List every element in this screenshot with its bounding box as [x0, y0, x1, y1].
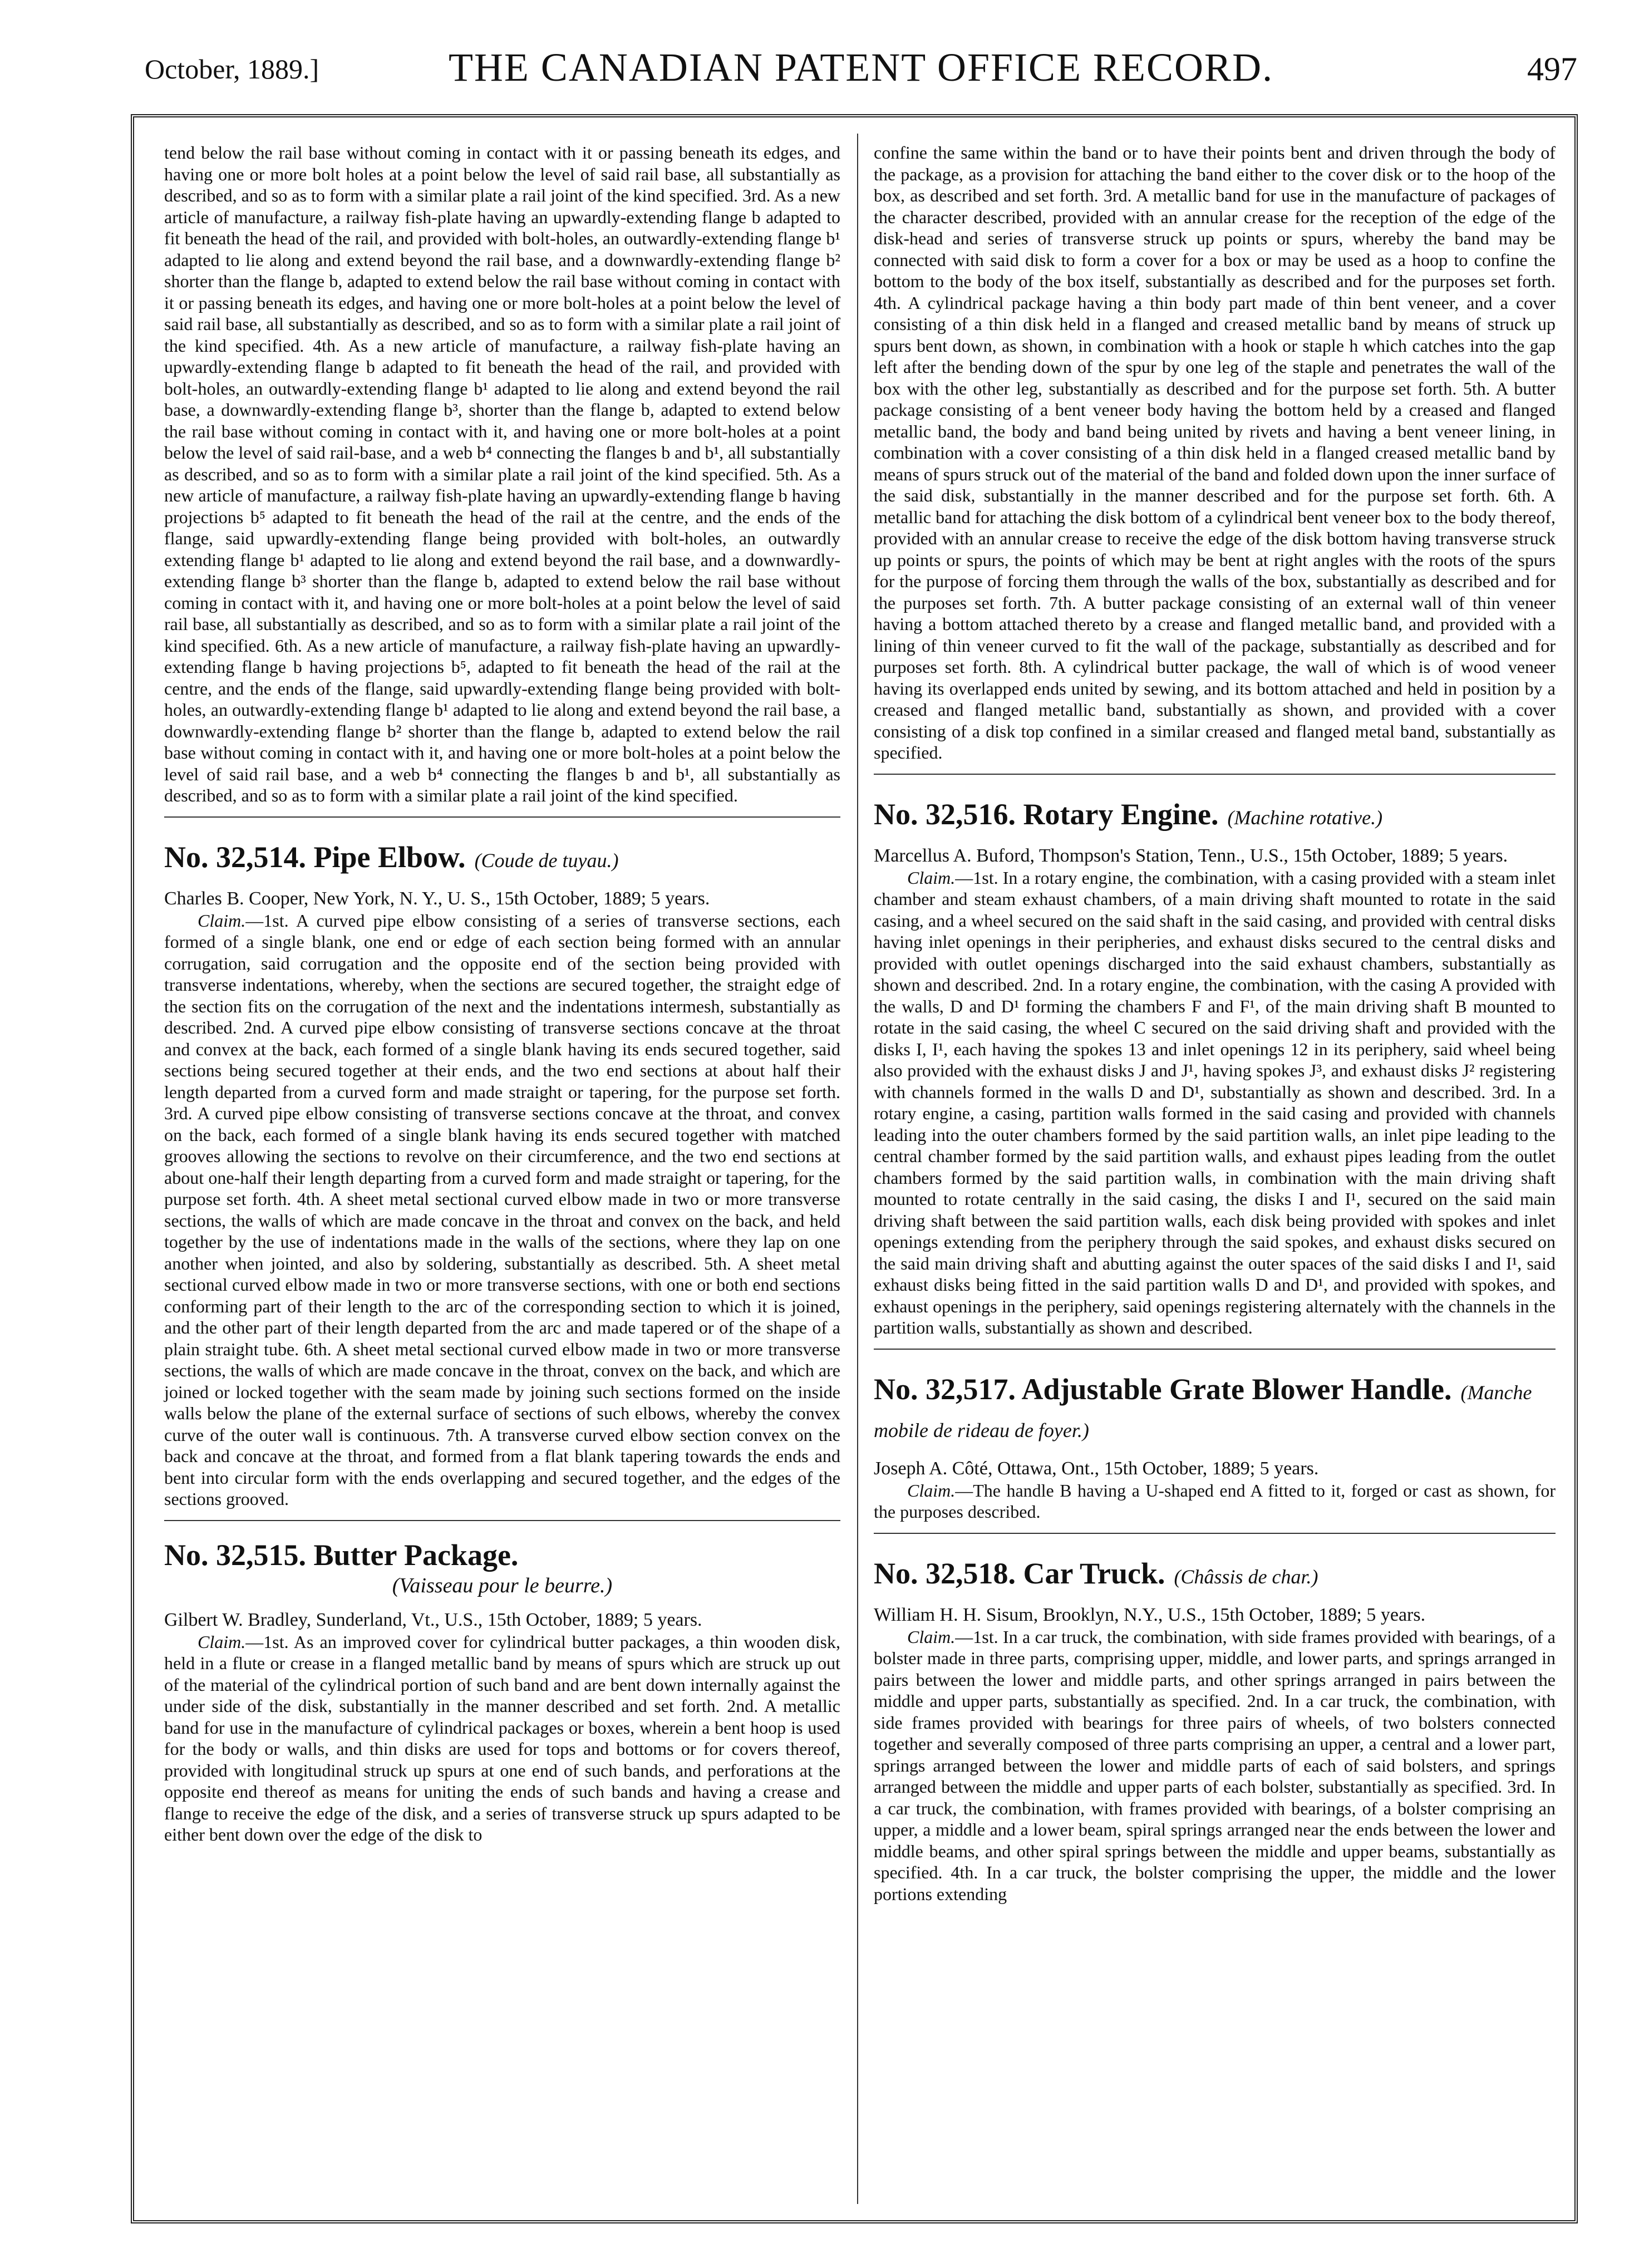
- claim-text: —1st. A curved pipe elbow consisting of a series of transverse sections, each formed of a single blank, one end or edge of each section being formed with an annular corrugation, said corrugation and the opposite end of the section being provided with transverse indentations, whereby, when the sections are secured together, the straight edge of the section fits on the corrugation of the next and the indentations intermesh, substantially as described. 2nd. A curved pipe elbow consisting of transverse sections concave at the throat and convex at the back, each formed of a single blank having its ends secured together, said sections being secured together at their ends, and the two end sections at about half their length departed from a curved form and made straight or tapering, for the purpose set forth. 3rd. A curved pipe elbow consisting of transverse sections concave at the throat, and convex on the back, each formed of a single blank having its ends secured together with matched grooves allowing the sections to revolve on their circumference, and the two end sections at about one-half their length departing from a curved form and made straight or tapering, for the purpose set forth. 4th. A sheet metal sectional curved elbow made in two or more transverse sections, the walls of which are made concave in the throat and convex on the back, and held together by the use of indentations made in the walls of the sections, where they lap on one another when jointed, and also by soldering, substantially as described. 5th. A sheet metal sectional curved elbow made in two or more transverse sections, with one or both end sections conforming part of their length to the arc of the corresponding section to which it is joined, and the other part of their length departed from the arc and made tapered or of the shape of a plain straight tube. 6th. A sheet metal sectional curved elbow made in two or more transverse sections, the walls of which are made concave in the throat, convex on the back, and which are joined or locked together with the seam made by joining such sections formed on the inside walls below the plane of the external surface of sections of such elbows, whereby the convex curve of the outer wall is continuous. 7th. A transverse curved elbow section convex on the back and concave at the throat, and formed from a flat blank tapering towards the ends and bent into circular form with the ends overlapping and secured together, and the edges of the sections grooved.: [164, 910, 840, 1509]
- left-column: [164, 142, 840, 1846]
- entry-author: William H. H. Sisum, Brooklyn, N.Y., U.S., 15th October, 1889; 5 years.: [874, 1604, 1426, 1625]
- claim-label: Claim.: [907, 867, 956, 888]
- entry-heading: [164, 840, 840, 878]
- continued-claim-text: tend below the rail base without coming in contact with it or passing beneath its edges, and having one or more bolt holes at a point below the level of said rail base, all substantially as described, and so as to form with a similar plate a rail joint of the kind specified. 3rd. As a new article of manufacture, a railway fish-plate having an upwardly-extending flange b adapted to fit beneath the head of the rail, and provided with bolt-holes, an outwardly-extending flange b¹ adapted to lie along and extend beyond the rail base, and a downwardly-extending flange b² shorter than the flange b, adapted to extend below the rail base without coming in contact with it or passing beneath its edges, and having one or more bolt-holes at a point below the level of said rail base, all substantially as described, and so as to form with a similar plate a rail joint of the kind specified. 4th. As a new article of manufacture, a railway fish-plate having an upwardly-extending flange b adapted to fit beneath the head of the rail, and provided with bolt-holes, an outwardly-extending flange b¹ adapted to lie along and extend beyond the rail base, a downwardly-extending flange b³, shorter than the flange b, adapted to extend below the rail base without coming in contact with it, and having one or more bolt-holes at a point below the level of said rail-base, and a web b⁴ connecting the flanges b and b¹, all substantially as described, and so as to form with a similar plate a rail joint of the kind specified. 5th. As a new article of manufacture, a railway fish-plate having an upwardly-extending flange b having projections b⁵ adapted to fit beneath the head of the rail at the centre, and the ends of the flange, said upwardly-extending flange being provided with bolt-holes, an outwardly extending flange b¹ adapted to lie along and extend beyond the rail base, and a downwardly-extending flange b³ shorter than the flange b, adapted to extend below the rail base without coming in contact with it, and having one or more bolt-holes at a point below the level of said rail base, all substantially as described, and so as to form with a similar plate a rail joint of the kind specified. 6th. As a new article of manufacture, a railway fish-plate having an upwardly-extending flange b having projections b⁵, adapted to fit beneath the head of the rail at the centre, and the ends of the flange, said upwardly-extending flange being provided with bolt-holes, an outwardly-extending flange b¹ adapted to lie along and extend beyond the rail base, a downwardly-extending flange b² shorter than the flange b, adapted to extend below the rail base without coming in contact with it, and having one or more bolt-holes at a point below the level of said rail base, and a web b⁴ connecting the flanges b and b¹, all substantially as described, and so as to form with a similar plate a rail joint of the kind specified.: [164, 142, 840, 805]
- header-title: THE CANADIAN PATENT OFFICE RECORD.: [448, 45, 1274, 90]
- patent-entry-32514: [164, 840, 840, 1510]
- entry-heading: [164, 1538, 840, 1599]
- entry-title: No. 32,515. Butter Package.: [164, 1538, 519, 1572]
- entry-french-title: (Châssis de char.): [1174, 1565, 1318, 1588]
- entry-claim: [874, 1626, 1556, 1905]
- entry-author: Marcellus A. Buford, Thompson's Station, Tenn., U.S., 15th October, 1889; 5 years.: [874, 845, 1508, 866]
- entry-title: No. 32,517. Adjustable Grate Blower Handle.: [874, 1372, 1452, 1406]
- entry-french-title: (Vaisseau pour le beurre.): [392, 1573, 613, 1597]
- claim-label: Claim.: [907, 1480, 956, 1500]
- entry-author: Gilbert W. Bradley, Sunderland, Vt., U.S., 15th October, 1889; 5 years.: [164, 1609, 702, 1630]
- entry-title: No. 32,516. Rotary Engine.: [874, 797, 1219, 831]
- entry-heading: [874, 1372, 1556, 1448]
- entry-author: Charles B. Cooper, New York, N. Y., U. S., 15th October, 1889; 5 years.: [164, 888, 710, 909]
- header-date: October, 1889.]: [145, 53, 319, 85]
- section-rule: [874, 1533, 1556, 1534]
- claim-text: —1st. As an improved cover for cylindrical butter packages, a thin wooden disk, held in a flute or crease in a flanged metallic band by means of spurs which are struck up out of the material of the cylindrical portion of such band and are bent down internally against the under side of the disk, substantially in the manner described and set forth. 2nd. A metallic band for use in the manufacture of cylindrical packages or boxes, wherein a bent hoop is used for the body or walls, and thin disks are used for tops and bottoms or for covers thereof, provided with longitudinal struck up spurs at one end of such bands, and perforations at the opposite end thereof as means for uniting the ends of such bands and having a crease and flange to receive the edge of the disk, and a series of transverse struck up spurs adapted to be either bent down over the edge of the disk to: [164, 1631, 840, 1844]
- column-divider: [857, 134, 858, 2204]
- page-number: 497: [1527, 51, 1577, 87]
- section-rule: [874, 1349, 1556, 1350]
- entry-claim: [164, 910, 840, 1510]
- entry-claim: [164, 1631, 840, 1846]
- claim-text: —1st. In a rotary engine, the combination, with a casing provided with a steam inlet chamber and steam exhaust chambers, of a main driving shaft mounted to rotate in the said casing, and a wheel secured on the said shaft in the said casing, and provided with central disks having inlet openings in their peripheries, and exhaust disks secured to the central disks and provided with outlet openings discharged into the said exhaust chambers, substantially as shown and described. 2nd. In a rotary engine, the combination, with the casing A provided with the walls, D and D¹ forming the chambers F and F¹, of the main driving shaft B mounted to rotate in the said casing, the wheel C secured on the said driving shaft and provided with the disks I, I¹, each having the spokes 13 and inlet openings 12 in its periphery, said wheel being also provided with the exhaust disks J and J¹, having spokes J³, and exhaust disks J² registering with channels formed in the walls D and D¹, substantially as shown and described. 3rd. In a rotary engine, a casing, partition walls formed in the said casing and provided with channels leading into the outer chambers formed by the said partition walls, an inlet pipe leading to the central chamber formed by the said partition walls, and exhaust pipes leading from the outlet chambers formed by the said partition walls, in combination with the main driving shaft mounted to rotate centrally in the said casing, the disks I and I¹, secured on the said main driving shaft between the said partition walls, each disk being provided with spokes and inlet openings extending from the periphery through the said spokes, and exhaust disks secured on the said main driving shaft and abutting against the outer spaces of the said disks I and I¹, said exhaust disks being fitted in the said partition walls D and D¹, and provided with spokes, and exhaust openings in the periphery, said openings registering alternately with the channels in the partition walls, substantially as shown and described.: [874, 867, 1556, 1337]
- patent-entry-32516: [874, 797, 1556, 1339]
- page-header: [145, 45, 1577, 95]
- patent-entry-32517: [874, 1372, 1556, 1523]
- entry-french-title: (Manche mobile de rideau de foyer.): [874, 1381, 1532, 1442]
- section-rule: [164, 816, 840, 818]
- section-rule: [874, 774, 1556, 775]
- continued-claim-text: confine the same within the band or to have their points bent and driven through the body of the package, as a provision for attaching the band either to the cover disk or to the hoop of the box, as described and set forth. 3rd. A metallic band for use in the manufacture of packages of the character described, provided with an annular crease for the reception of the edge of the disk-head and series of transverse struck up points or spurs, whereby the band may be connected with said disk to form a cover for a box or may be used as a hoop to confine the bottom to the body of the box itself, substantially as described and for the purposes set forth. 4th. A cylindrical package having a thin body part made of thin bent veneer, and a cover consisting of a thin disk held in a flanged and creased metallic band by means of struck up spurs bent down, as shown, in combination with a hook or staple h which catches into the gap left after the bending down of the spur by one leg of the staple and penetrates the wall of the box with the other leg, substantially as described and for the purpose set forth. 5th. A butter package consisting of a bent veneer body having the bottom held by a creased and flanged metallic band, the body and band being united by rivets and having a bent veneer lining, in combination with a cover consisting of a thin disk held in a flanged creased metallic band by means of spurs struck out of the material of the band and folded down upon the inner surface of the said disk, substantially in the manner described and for the purpose set forth. 6th. A metallic band for attaching the disk bottom of a cylindrical bent veneer box to the body thereof, provided with an annular crease to receive the edge of the disk bottom having transverse struck up points or spurs, the points of which may be bent at right angles with the roots of the spurs for the purpose of forcing them through the walls of the box, substantially as described and for the purposes set forth. 7th. A butter package consisting of an external wall of thin veneer having a bottom attached thereto by a crease and flanged metallic band, and provided with a lining of thin veneer curved to fit the wall of the package, substantially as described and for purposes set forth. 8th. A cylindrical butter package, the wall of which is of wood veneer having its overlapped ends united by sewing, and its bottom attached and held in position by a creased and flanged metallic band, substantially as shown, and provided with a cover consisting of a disk top confined in a similar creased and flanged metal band, substantially as specified.: [874, 142, 1556, 762]
- entry-french-title: (Machine rotative.): [1227, 806, 1383, 829]
- entry-heading: [874, 797, 1556, 835]
- entry-claim: [874, 1480, 1556, 1523]
- claim-label: Claim.: [198, 910, 246, 931]
- entry-title: No. 32,514. Pipe Elbow.: [164, 840, 466, 874]
- entry-title: No. 32,518. Car Truck.: [874, 1556, 1165, 1590]
- right-column: [874, 142, 1556, 1905]
- entry-claim: [874, 867, 1556, 1339]
- section-rule: [164, 1520, 840, 1521]
- entry-french-title: (Coude de tuyau.): [474, 849, 619, 872]
- claim-label: Claim.: [198, 1631, 246, 1652]
- claim-label: Claim.: [907, 1626, 956, 1647]
- patent-entry-32515: [164, 1538, 840, 1846]
- claim-text: —The handle B having a U-shaped end A fitted to it, forged or cast as shown, for the purposes described.: [874, 1480, 1556, 1522]
- patent-entry-32518: [874, 1556, 1556, 1905]
- claim-text: —1st. In a car truck, the combination, with side frames provided with bearings, of a bolster made in three parts, comprising upper, middle, and lower parts, and springs arranged in pairs between the lower and middle parts, and other springs arranged in pairs between the middle and upper parts, substantially as specified. 2nd. In a car truck, the combination, with side frames provided with bearings for three pairs of wheels, of two bolsters connected together and severally composed of three parts comprising an upper, a central and a lower part, springs arranged between the lower and middle parts of each of said bolsters, and springs arranged between the middle and upper parts of each bolster, substantially as specified. 3rd. In a car truck, the combination, with frames provided with bearings, of a bolster comprising an upper, a middle and a lower beam, spiral springs arranged near the ends between the lower and middle beams, and other spiral springs between the middle and upper beams, substantially as specified. 4th. In a car truck, the bolster comprising the upper, the middle and the lower portions extending: [874, 1626, 1556, 1904]
- entry-author: Joseph A. Côté, Ottawa, Ont., 15th October, 1889; 5 years.: [874, 1458, 1319, 1479]
- entry-heading: [874, 1556, 1556, 1594]
